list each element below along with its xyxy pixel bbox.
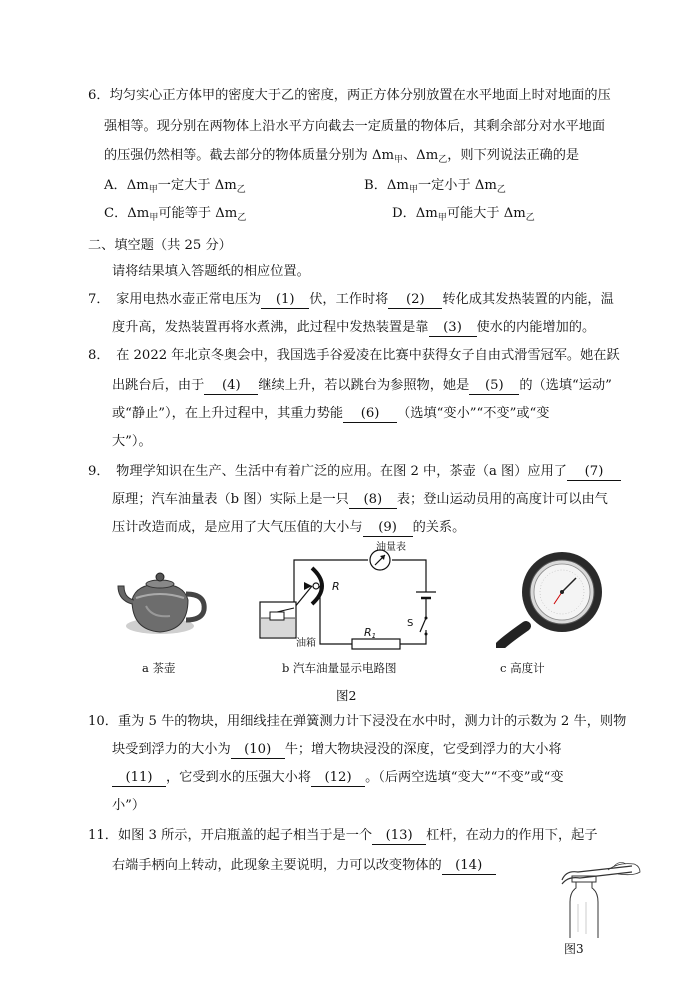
q8-text-d: 或“静止”），在上升过程中，其重力势能 — [112, 406, 344, 421]
answer-blank-10: (10) — [231, 741, 285, 759]
answer-blank-1: (1) — [261, 291, 309, 309]
section-instruction: 请将结果填入答题纸的相应位置。 — [112, 264, 310, 279]
caption-circuit: b 汽车油量显示电路图 — [282, 661, 397, 675]
answer-blank-11: (11) — [112, 769, 166, 787]
q8-line-4: 大”）。 — [112, 434, 152, 449]
q7-text-b: 伏，工作时将 — [309, 292, 389, 307]
q6-option-d — [392, 204, 535, 228]
q7-text-e: 使水的内能增加的。 — [476, 320, 596, 335]
q6-line-3-end: ，则下列说法正确的是 — [447, 148, 580, 163]
q9-line-2 — [112, 490, 608, 510]
sub-yi: 乙 — [438, 155, 448, 165]
q8-line-1: 8． 在 2022 年北京冬奥会中，我国选手谷爱凌在比赛中获得女子自由式滑雪冠军。她在跃 — [88, 348, 620, 363]
q11-text-c: 右端手柄向上转动，此现象主要说明，力可以改变物体的 — [112, 858, 442, 873]
q6-line-1: 6．均匀实心正方体甲的密度大于乙的密度，两正方体分别放置在水平地面上时对地面的压 — [88, 88, 611, 103]
sub-jia: 甲 — [408, 185, 418, 195]
option-c-text: 可能等于 Δm — [158, 206, 238, 221]
fuel-gauge-circuit-diagram — [256, 540, 446, 652]
q11-text-b: 杠杆，在动力的作用下，起子 — [426, 828, 598, 843]
q8-line-2 — [112, 376, 612, 396]
figure-2-title: 图2 — [336, 688, 357, 703]
label-r1 — [364, 626, 376, 640]
sub-yi: 乙 — [525, 213, 535, 223]
q10-text-d: 。（后两空选填“变大”“不变”或“变 — [365, 770, 564, 785]
q7-line-2 — [112, 318, 595, 338]
sub-yi: 乙 — [237, 213, 247, 223]
q9-text-c: 表；登山运动员用的高度计可以由气 — [396, 492, 608, 507]
q7-text-d: 度升高，发热装置再将水煮沸，此过程中发热装置是靠 — [112, 320, 429, 335]
option-d-text: 可能大于 Δm — [446, 206, 526, 221]
q10-text-b: 牛；增大物块浸没的深度，它受到浮力的大小将 — [284, 742, 562, 757]
sub-yi: 乙 — [496, 185, 506, 195]
sub-yi: 乙 — [236, 185, 246, 195]
q9-text-a: 9． 物理学知识在生产、生活中有着广泛的应用。在图 2 中，茶壶（a 图）应用了 — [88, 464, 567, 479]
label-fuel-gauge: 油量表 — [376, 542, 406, 553]
section-title: 二、填空题（共 25 分） — [88, 238, 232, 253]
answer-blank-8: (8) — [349, 491, 397, 509]
caption-altimeter: c 高度计 — [500, 661, 545, 675]
q6-line-3 — [104, 146, 579, 170]
option-a-prefix: A．Δm — [104, 178, 149, 193]
q6-option-c — [104, 204, 246, 228]
option-b-prefix: B．Δm — [364, 178, 409, 193]
answer-blank-12: (12) — [311, 769, 365, 787]
q9-text-b: 原理；汽车油量表（b 图）实际上是一只 — [112, 492, 349, 507]
answer-blank-14: (14) — [442, 857, 496, 875]
option-b-text: 一定小于 Δm — [417, 178, 497, 193]
q9-text-e: 的关系。 — [412, 520, 466, 535]
q6-option-a — [104, 176, 246, 200]
answer-blank-2: (2) — [388, 291, 442, 309]
label-tank: 油箱 — [296, 638, 316, 649]
q8-text-c: 的（选填“运动” — [519, 378, 612, 393]
q9-text-d: 压计改造而成，是应用了大气压值的大小与 — [112, 520, 363, 535]
sub-jia: 甲 — [149, 213, 159, 223]
figure-3-title: 图3 — [564, 942, 584, 956]
sub-jia: 甲 — [148, 185, 158, 195]
sub-jia: 甲 — [437, 213, 447, 223]
q10-line-1: 10．重为 5 牛的物块，用细线挂在弹簧测力计下浸没在水中时，测力计的示数为 2 牛，则物 — [88, 714, 627, 729]
q7-line-1 — [88, 290, 614, 310]
q7-text-c: 转化成其发热装置的内能，温 — [442, 292, 614, 307]
teapot-illustration — [114, 560, 210, 640]
q8-text-a: 出跳台后，由于 — [112, 378, 205, 393]
caption-teapot: a 茶壶 — [142, 661, 176, 675]
answer-blank-9: (9) — [363, 519, 413, 537]
q9-line-3 — [112, 518, 465, 538]
answer-blank-13: (13) — [372, 827, 426, 845]
q10-line-4: 小”） — [112, 798, 146, 813]
bottle-opener-illustration — [548, 862, 644, 938]
q10-line-2 — [112, 740, 562, 760]
q10-line-3 — [112, 768, 564, 788]
q8-line-3 — [112, 404, 549, 424]
label-r1-subscript: 1 — [371, 632, 377, 640]
option-d-prefix: D．Δm — [392, 206, 438, 221]
q11-line-2 — [112, 856, 496, 876]
resistor-r1-symbol — [352, 639, 400, 649]
q11-line-1 — [88, 826, 598, 846]
answer-blank-5: (5) — [469, 377, 519, 395]
q6-line-2: 强相等。现分别在两物体上沿水平方向截去一定质量的物体后，其剩余部分对水平地面 — [104, 119, 606, 134]
label-r1-letter: R — [364, 626, 372, 639]
answer-blank-3: (3) — [429, 319, 477, 337]
q7-text-a: 7． 家用电热水壶正常电压为 — [88, 292, 262, 307]
q6-option-b — [364, 176, 506, 200]
option-a-text: 一定大于 Δm — [157, 178, 237, 193]
altimeter-illustration — [496, 548, 620, 648]
label-s: S — [407, 618, 414, 629]
q10-text-a: 块受到浮力的大小为 — [112, 742, 231, 757]
q8-text-e: （选填“变小”“不变”或“变 — [397, 406, 550, 421]
option-c-prefix: C．Δm — [104, 206, 150, 221]
answer-blank-6: (6) — [343, 405, 397, 423]
q8-text-b: 继续上升，若以跳台为参照物，她是 — [258, 378, 470, 393]
answer-blank-4: (4) — [204, 377, 258, 395]
sub-jia: 甲 — [393, 155, 403, 165]
answer-blank-7: (7) — [567, 463, 621, 481]
q6-line-3-text: 的压强仍然相等。截去部分的物体质量分别为 Δm — [104, 148, 394, 163]
q10-text-c: ，它受到水的压强大小将 — [166, 770, 312, 785]
label-r: R — [332, 580, 340, 593]
q6-line-3-mid: 、Δm — [402, 148, 439, 163]
q9-line-1 — [88, 462, 621, 482]
q11-text-a: 11．如图 3 所示，开启瓶盖的起子相当于是一个 — [88, 828, 373, 843]
